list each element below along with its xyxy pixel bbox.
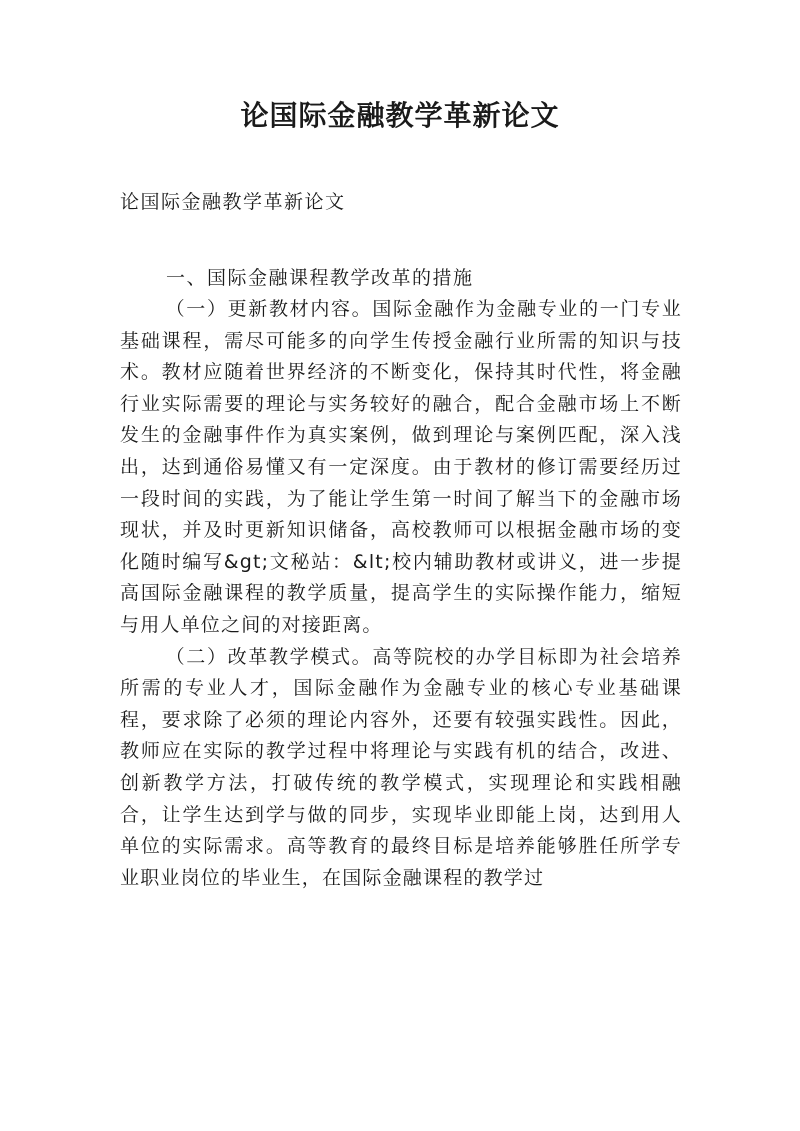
document-body (120, 294, 682, 894)
document-title: 论国际金融教学革新论文 (240, 99, 560, 132)
section-heading: 一、国际金融课程教学改革的措施 (166, 267, 474, 289)
document-subtitle: 论国际金融教学革新论文 (120, 191, 346, 213)
paragraph-2: （二）改革教学模式。高等院校的办学目标即为社会培养所需的专业人才，国际金融作为金融专业的核心专业基础课程，要求除了必须的理论内容外，还要有较强实践性。因此，教师应在实际的教学过程中将理论与实践有机的结合，改进、创新教学方法，打破传统的教学模式，实现理论和实践相融合，让学生达到学与做的同步，实现毕业即能上岗，达到用人单位的实际需求。高等教育的最终目标是培养能够胜任所学专业职业岗位的毕业生，在国际金融课程的教学过 (120, 645, 682, 889)
paragraph-1: （一）更新教材内容。国际金融作为金融专业的一门专业基础课程，需尽可能多的向学生传授金融行业所需的知识与技术。教材应随着世界经济的不断变化，保持其时代性，将金融行业实际需要的理论与实务较好的融合，配合金融市场上不断发生的金融事件作为真实案例，做到理论与案例匹配，深入浅出，达到通俗易懂又有一定深度。由于教材的修订需要经历过一段时间的实践，为了能让学生第一时间了解当下的金融市场现状，并及时更新知识储备，高校教师可以根据金融市场的变化随时编写&gt;文秘站：&lt;校内辅助教材或讲义，进一步提高国际金融课程的教学质量，提高学生的实际操作能力，缩短与用人单位之间的对接距离。 (120, 298, 682, 636)
